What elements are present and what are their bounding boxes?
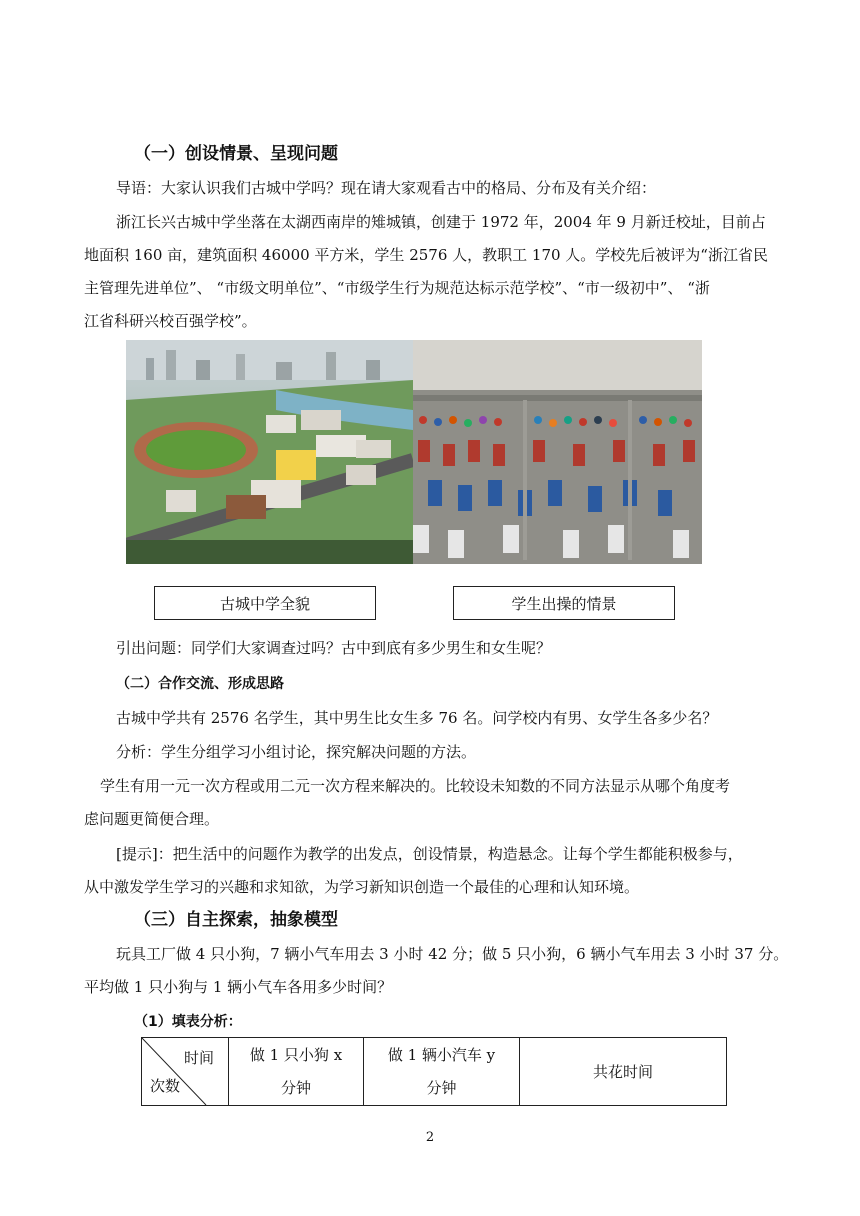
school-description-line: 地面积 160 亩，建筑面积 46000 平方米，学生 2576 人，教职工 170 人。学校先后被评为“浙江省民 — [84, 246, 768, 264]
analysis-text: 分析：学生分组学习小组讨论，探究解决问题的方法。 — [116, 743, 477, 761]
header-dog-cell — [229, 1038, 364, 1106]
analysis-table — [141, 1037, 727, 1106]
question-text: 引出问题：同学们大家调查过吗？古中到底有多少男生和女生呢？ — [116, 639, 552, 657]
students-exercise-photo — [413, 340, 702, 564]
photo-caption-campus: 古城中学全貌 — [154, 586, 376, 620]
header-dog-unit: 分钟 — [280, 1078, 311, 1097]
problem-text: 古城中学共有 2576 名学生，其中男生比女生多 76 名。问学校内有男、女学生各多少名？ — [116, 709, 718, 727]
method-line: 虑问题更简便合理。 — [84, 810, 220, 828]
header-time-label: 时间 — [183, 1049, 214, 1067]
section3-heading: （三）自主探索，抽象模型 — [134, 910, 338, 930]
section2-heading: （二）合作交流、形成思路 — [116, 676, 284, 692]
school-description-line: 浙江长兴古城中学坐落在太湖西南岸的雉城镇，创建于 1972 年，2004 年 9 月新迁校址，目前占 — [116, 213, 766, 231]
header-car-label: 做 1 辆小汽车 y — [387, 1045, 496, 1064]
page-number: 2 — [425, 1130, 435, 1145]
photo-caption-exercise: 学生出操的情景 — [453, 586, 675, 620]
toy-problem-line: 平均做 1 只小狗与 1 辆小气车各用多少时间？ — [84, 978, 393, 996]
hint-line: [提示]：把生活中的问题作为教学的出发点，创设情景，构造悬念。让每个学生都能积极参与， — [116, 845, 743, 863]
intro-text: 导语：大家认识我们古城中学吗？现在请大家观看古中的格局、分布及有关介绍： — [116, 179, 657, 197]
school-description-line: 主管理先进单位”、 “市级文明单位”、“市级学生行为规范达标示范学校”、“市一级初中”、 “浙 — [84, 279, 710, 297]
section1-heading: （一）创设情景、呈现问题 — [134, 144, 338, 164]
header-car-cell — [364, 1038, 520, 1106]
table-subheading: （1）填表分析： — [134, 1014, 242, 1030]
header-dog-label: 做 1 只小狗 x — [249, 1045, 343, 1064]
diagonal-header-cell — [142, 1038, 229, 1106]
school-description-line: 江省科研兴校百强学校”。 — [84, 312, 257, 330]
hint-line: 从中激发学生学习的兴趣和求知欲，为学习新知识创造一个最佳的心理和认知环境。 — [84, 878, 640, 896]
table-header-row — [142, 1038, 727, 1106]
toy-problem-line: 玩具工厂做 4 只小狗，7 辆小气车用去 3 小时 42 分；做 5 只小狗，6 辆小气车用去 3 小时 37 分。 — [116, 945, 789, 963]
campus-aerial-photo — [126, 340, 413, 564]
header-total-cell: 共花时间 — [520, 1038, 727, 1106]
header-car-unit: 分钟 — [426, 1078, 457, 1097]
header-count-label: 次数 — [150, 1077, 181, 1095]
method-line: 学生有用一元一次方程或用二元一次方程来解决的。比较设未知数的不同方法显示从哪个角度考 — [100, 777, 731, 795]
